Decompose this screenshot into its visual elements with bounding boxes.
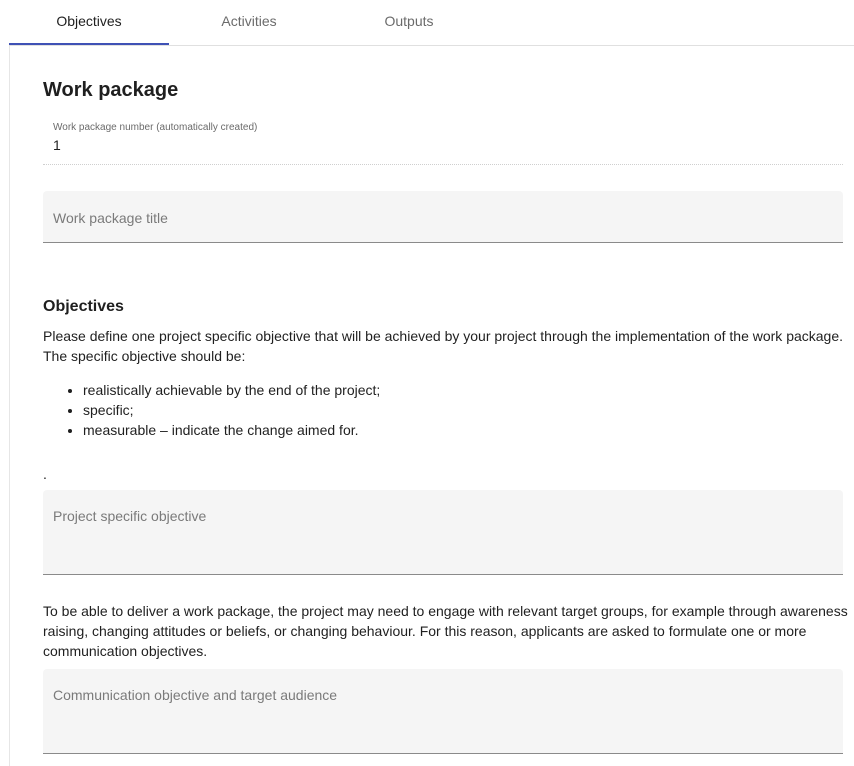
communication-objective-input[interactable] — [43, 669, 843, 754]
section-title: Work package — [43, 79, 179, 101]
list-item: • measurable – indicate the change aimed for. — [83, 420, 380, 440]
tab-bar — [9, 0, 854, 46]
work-package-number-label: Work package number (automatically created) — [53, 122, 258, 133]
list-item: • specific; — [83, 400, 380, 420]
objectives-heading: Objectives — [43, 298, 124, 315]
work-package-title-input[interactable] — [43, 191, 843, 243]
list-item: • realistically achievable by the end of the project; — [83, 380, 380, 400]
work-package-number-field — [43, 118, 843, 165]
tab-objectives[interactable]: Objectives — [9, 0, 169, 45]
objectives-criteria-list — [43, 380, 380, 440]
tab-activities[interactable]: Activities — [221, 13, 277, 29]
communication-objective-placeholder: Communication objective and target audience — [53, 687, 338, 703]
separator-dot: . — [43, 466, 47, 482]
work-package-title-placeholder: Work package title — [53, 210, 168, 226]
communication-intro: To be able to deliver a work package, the project may need to engage with relevant target groups, for example through awareness raising, changing attitudes or beliefs, or changing behaviour. For this reason, applicants are asked to formulate one or more communication objectives. — [43, 603, 848, 659]
work-package-panel — [9, 46, 854, 766]
work-package-number-value: 1 — [53, 137, 61, 153]
project-specific-objective-input[interactable] — [43, 490, 843, 575]
tab-outputs[interactable]: Outputs — [384, 13, 434, 29]
project-specific-objective-placeholder: Project specific objective — [53, 508, 207, 524]
objectives-intro: Please define one project specific objective that will be achieved by your project through the implementation of the work package. The specific objective should be: — [43, 328, 844, 364]
